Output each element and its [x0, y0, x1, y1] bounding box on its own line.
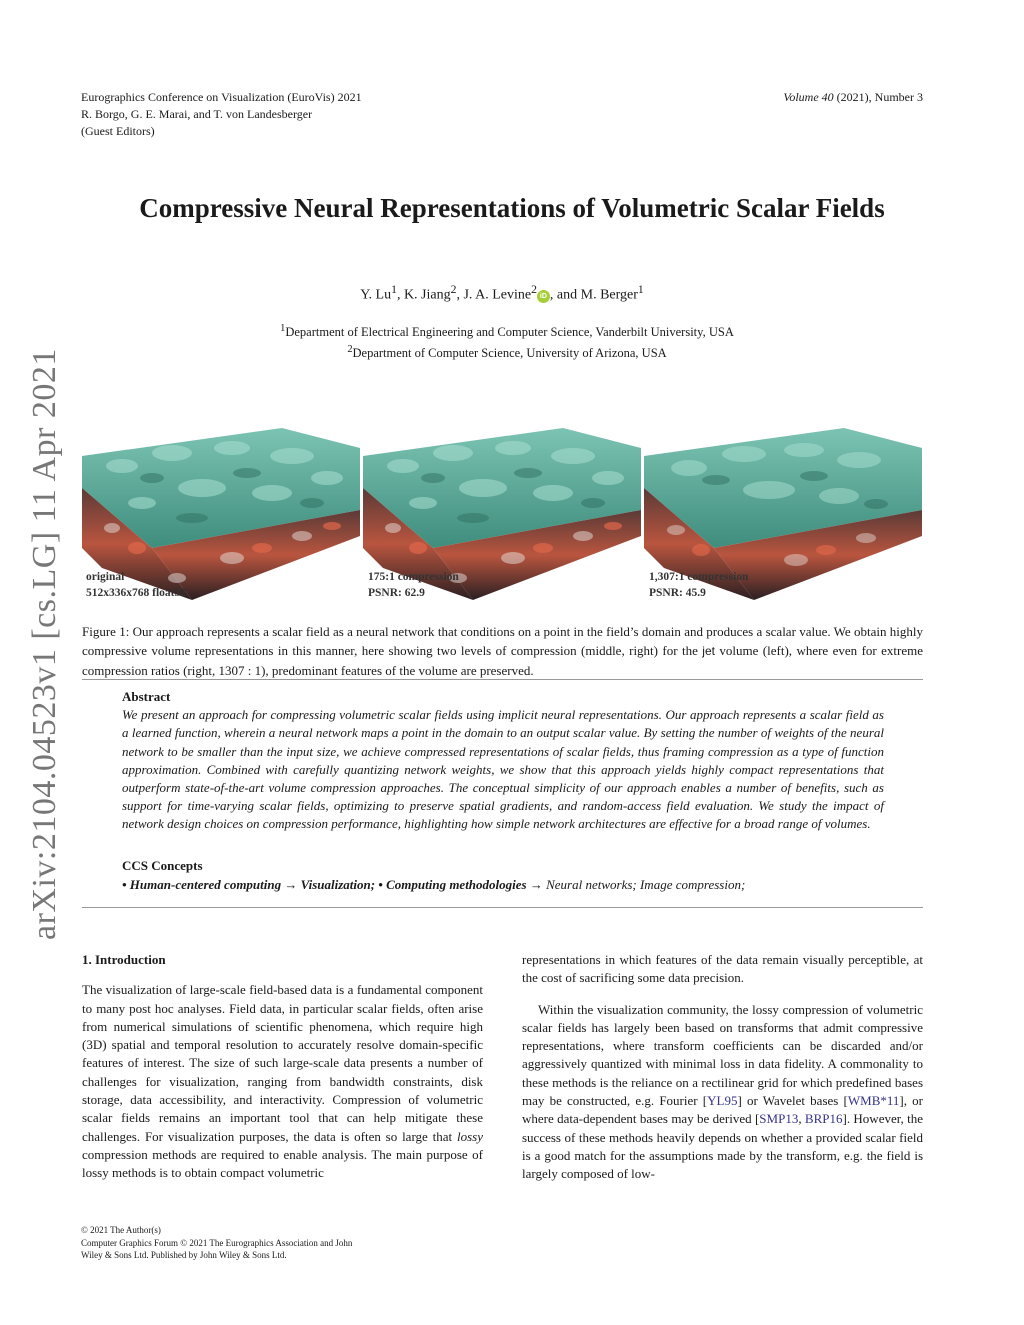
guest-editors-line: (Guest Editors) — [81, 124, 155, 138]
citation-link[interactable]: BRP16 — [804, 1111, 843, 1127]
author-2: , K. Jiang — [396, 287, 451, 303]
volume-label: Volume 40 — [783, 90, 834, 104]
para-text: ] or Wavelet bases [ — [737, 1093, 848, 1109]
venue-line: Eurographics Conference on Visualization (EuroVis) 2021 — [81, 90, 362, 104]
panel-label-line2: PSNR: 45.9 — [649, 587, 706, 599]
volume-year: (2021) — [836, 90, 869, 104]
copyright-line: © 2021 The Author(s) — [81, 1225, 161, 1235]
paper-title: Compressive Neural Representations of Volumetric Scalar Fields — [139, 193, 885, 223]
copyright-footer — [81, 1224, 401, 1262]
panel-label-line2: 512x336x768 float32 — [86, 587, 186, 599]
abstract-body: We present an approach for compressing volumetric scalar fields using implicit neural representations. Our approach represents a scalar field as a learned function, wherein a neural network maps a point in the domain to an output scalar value. By setting the number of weights of the neural network to be smaller than the input size, we achieve compressed representations of scalar fields, thus framing compression as a type of function approximation. Combined with carefully quantizing network weights, we show that this approach yields highly compact representations that outperform state-of-the-art volume compression approaches. The conceptual simplicity of our approach enables a number of benefits, such as support for time-varying scalar fields, optimizing to preserve spatial gradients, and random-access field evaluation. We study the impact of network design choices on compression performance, highlighting how simple network architectures are effective for a broad range of volumes. — [122, 707, 884, 832]
panel-label-175x — [368, 569, 459, 601]
author-4: , and M. Berger — [549, 287, 638, 303]
ccs-heading: CCS Concepts — [122, 858, 203, 873]
affil-1: Department of Electrical Engineering and Computer Science, Vanderbilt University, USA — [285, 325, 734, 340]
panel-label-line1: 1,307:1 compression — [649, 571, 749, 583]
ccs-concept-2: • Computing methodologies — [375, 876, 527, 892]
author-2-affil: 2 — [450, 283, 457, 296]
citation-link[interactable]: YL95 — [707, 1093, 738, 1109]
ccs-concepts — [122, 857, 922, 894]
panel-label-line1: original — [86, 571, 125, 583]
ccs-arrow: → — [281, 876, 301, 892]
caption-text-end: volume (left), where even for extreme compression ratios (right, 1307 : 1), predominant features of the volume are preserved. — [82, 643, 924, 678]
panel-label-1307x — [649, 569, 748, 601]
panel-label-original — [86, 569, 186, 601]
ccs-arrow: → — [526, 876, 547, 892]
editors-line: R. Borgo, G. E. Marai, and T. von Landesberger — [81, 107, 313, 121]
divider — [82, 679, 923, 680]
author-3: , J. A. Levine — [456, 287, 532, 303]
volume-number: , Number 3 — [868, 90, 923, 104]
left-column — [82, 951, 483, 1183]
para-text: ], or where data-dependent bases may be derived [ — [522, 1093, 923, 1127]
citation-link[interactable]: SMP13 — [759, 1111, 799, 1127]
para-text: , — [798, 1111, 805, 1127]
right-paragraph-2 — [522, 1001, 923, 1184]
copyright-line: Wiley & Sons Ltd. Published by John Wiley & Sons Ltd. — [81, 1250, 287, 1260]
affil-1-mark: 1 — [280, 323, 286, 334]
divider — [82, 907, 923, 908]
copyright-line: Computer Graphics Forum © 2021 The Eurographics Association and John — [81, 1237, 353, 1248]
arxiv-identifier[interactable]: arXiv:2104.04523v1 [cs.LG] 11 Apr 2021 — [26, 348, 63, 940]
affiliations — [0, 320, 1014, 362]
intro-emphasis: lossy — [457, 1128, 483, 1144]
author-list — [0, 283, 1004, 304]
caption-text: Figure 1: Our approach represents a scalar field as a neural network that conditions on a point in the field’s domain and produces a scalar value. We obtain highly compressive volume representations in this manner, here showing two levels of compression (middle, right) for the — [82, 624, 923, 658]
citation-link[interactable]: WMB*11 — [847, 1093, 900, 1109]
affil-2-mark: 2 — [347, 344, 353, 356]
volume-header — [783, 89, 923, 106]
author-1: Y. Lu — [360, 287, 392, 303]
figure-caption — [82, 622, 923, 680]
intro-text: The visualization of large-scale field-based data is a fundamental component to many post hoc analyses. Field data, in particular scalar fields, often arise from numerical simulations of scientific phenomena, which require high (3D) spatial and temporal resolution to accurately resolve domain-specific features of interest. The size of such large-scale data presents a number of challenges for visualization, ranging from bandwidth constraints, disk storage, data accessibility, and interactivity. Compression of volumetric scalar fields remains an important tool that can help mitigate these challenges. For visualization purposes, the data is often so large that — [82, 982, 483, 1144]
author-4-affil: 1 — [637, 283, 644, 296]
abstract-heading: Abstract — [122, 689, 171, 704]
affil-2: Department of Computer Science, University of Arizona, USA — [352, 346, 667, 361]
panel-label-line1: 175:1 compression — [368, 571, 459, 583]
venue-header — [81, 89, 481, 140]
right-column — [522, 951, 923, 1184]
panel-label-line2: PSNR: 62.9 — [368, 587, 425, 599]
ccs-concept-1: • Human-centered computing — [122, 876, 282, 892]
intro-paragraph — [82, 981, 483, 1182]
author-3-affil: 2 — [531, 283, 537, 296]
right-paragraph-1: representations in which features of the data remain visually perceptible, at the cost of sacrificing some data precision. — [522, 952, 923, 986]
intro-text-end: compression methods are required to enable analysis. The main purpose of lossy methods is to obtain compact volumetric — [82, 1146, 483, 1181]
ccs-concept-1-sub: Visualization; — [300, 876, 376, 892]
ccs-concept-2-sub: Neural networks; Image compression; — [546, 876, 746, 892]
para-text: ]. However, the success of these methods heavily depends on whether a provided scalar field is a good match for the assumptions made by the transform, e.g. the field is largely composed of low- — [522, 1111, 924, 1182]
abstract — [122, 688, 884, 834]
orcid-icon[interactable]: iD — [537, 290, 550, 303]
section-heading: 1. Introduction — [82, 952, 166, 967]
para-text: Within the visualization community, the lossy compression of volumetric scalar fields has largely been based on transforms that admit compressive representations, where transform coefficients can be discarded and/or aggressively quantized with minimal loss in data fidelity. A commonality to these methods is the reliance on a rectilinear grid for which predefined bases may be constructed, e.g. Fourier [ — [522, 1001, 923, 1109]
caption-dataset-name: jet — [702, 644, 715, 658]
author-1-affil: 1 — [391, 283, 397, 296]
